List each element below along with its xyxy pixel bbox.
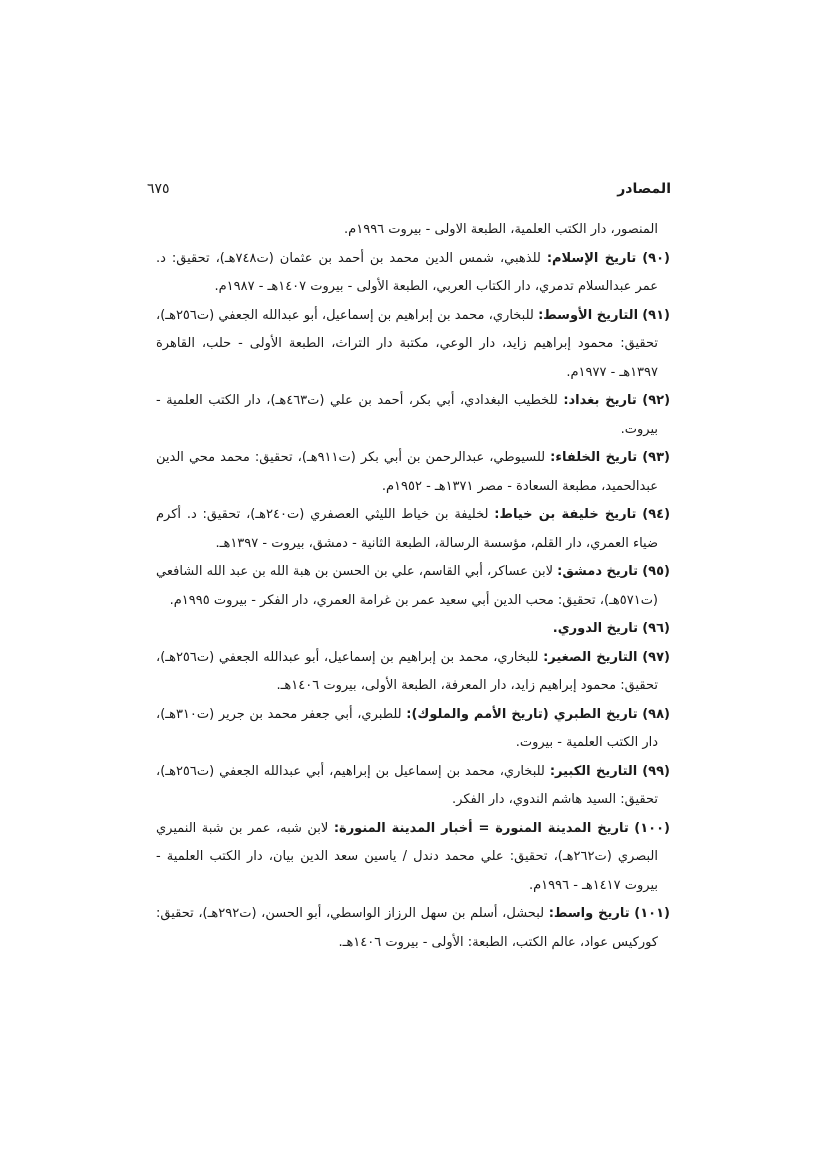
entry-title: تاريخ دمشق: <box>557 564 639 579</box>
entry-text: للبخاري، محمد بن إبراهيم بن إسماعيل، أبو عبدالله الجعفي (ت٢٥٦هـ)، تحقيق: محمود إبراهيم زايد، دار المعرفة، الطبعة الأولى، بيروت ١٤٠٦هـ. <box>156 649 658 693</box>
entry-text: للبخاري، محمد بن إبراهيم بن إسماعيل، أبو عبدالله الجعفي (ت٢٥٦هـ)، تحقيق: محمود إبراهيم زايد، دار الوعي، مكتبة دار التراث، الطبعة الأولى - حلب، القاهرة ١٣٩٧هـ - ١٩٧٧م. <box>156 307 658 380</box>
bibliography-entry <box>156 302 670 388</box>
bibliography-entry <box>156 558 670 615</box>
entry-number: (٩٦) <box>642 621 670 636</box>
entry-text: للذهبي، شمس الدين محمد بن أحمد بن عثمان (ت٧٤٨هـ)، تحقيق: د. عمر عبدالسلام تدمري، دار الكتاب العربي، الطبعة الأولى - بيروت ١٤٠٧هـ - ١٩٨٧م. <box>156 250 658 294</box>
bibliography-entry <box>156 245 670 302</box>
entry-title: التاريخ الأوسط: <box>538 307 639 323</box>
page-number: ٦٧٥ <box>147 181 170 197</box>
entry-number: (٩٣) <box>642 450 670 465</box>
entry-text: للبخاري، محمد بن إسماعيل بن إبراهيم، أبي عبدالله الجعفي (ت٢٥٦هـ)، تحقيق: السيد هاشم الندوي، دار الفكر. <box>156 763 658 807</box>
entry-title: تاريخ الإسلام: <box>546 250 637 266</box>
entry-text: لخليفة بن خياط الليثي العصفري (ت٢٤٠هـ)، تحقيق: د. أكرم ضياء العمري، دار القلم، مؤسسة الرسالة، الطبعة الثانية - دمشق، بيروت - ١٣٩٧هـ. <box>156 507 658 551</box>
entry-number: (١٠١) <box>634 906 670 921</box>
bibliography-entry <box>156 387 670 444</box>
bibliography-entry <box>156 900 670 957</box>
entry-text: للخطيب البغدادي، أبي بكر، أحمد بن علي (ت٤٦٣هـ)، دار الكتب العلمية - بيروت. <box>156 393 658 437</box>
entry-title: التاريخ الصغير: <box>543 649 638 665</box>
entry-text: لابن عساكر، أبي القاسم، علي بن الحسن بن هبة الله بن عبد الله الشافعي (ت٥٧١هـ)، تحقيق: محب الدين أبي سعيد عمر بن غرامة العمري، دار الفكر - بيروت ١٩٩٥م. <box>156 564 658 608</box>
entry-text: للسيوطي، عبدالرحمن بن أبي بكر (ت٩١١هـ)، تحقيق: محمد محي الدين عبدالحميد، مطبعة السعادة - مصر ١٣٧١هـ - ١٩٥٢م. <box>156 450 658 494</box>
entry-number: (٩٩) <box>642 763 670 779</box>
bibliography-entry <box>156 615 670 644</box>
bibliography-entry <box>156 644 670 701</box>
entry-text: لابن شبه، عمر بن شبة النميري البصري (ت٢٦٢هـ)، تحقيق: علي محمد دندل / ياسين سعد الدين بيان، دار الكتب العلمية - بيروت ١٤١٧هـ - ١٩٩٦م. <box>156 820 659 893</box>
entry-title: تاريخ الخلفاء: <box>550 450 638 465</box>
continuation-text: المنصور، دار الكتب العلمية، الطبعة الاولى - بيروت ١٩٩٦م. <box>344 222 658 237</box>
bibliography-entry <box>156 758 670 815</box>
bibliography-list <box>156 216 670 957</box>
entry-number: (٩٢) <box>642 393 671 408</box>
entry-title: تاريخ واسط: <box>548 906 630 921</box>
entry-number: (٩٥) <box>642 564 670 579</box>
entry-number: (٩٨) <box>642 706 670 722</box>
bibliography-entry <box>156 815 670 901</box>
entry-number: (٩٠) <box>642 250 670 266</box>
running-title: المصادر <box>617 181 671 197</box>
entry-title: تاريخ الطبري (تاريخ الأمم والملوك): <box>406 706 638 722</box>
entry-number: (٩١) <box>642 307 670 323</box>
entry-title: تاريخ الدوري. <box>552 621 639 636</box>
continuation-line <box>156 216 670 245</box>
page-header <box>147 181 671 205</box>
entry-number: (٩٧) <box>642 649 670 665</box>
entry-title: تاريخ بغداد: <box>563 393 637 408</box>
entry-text: للطبري، أبي جعفر محمد بن جرير (ت٣١٠هـ)، دار الكتب العلمية - بيروت. <box>156 706 658 750</box>
bibliography-entry <box>156 701 670 758</box>
entry-number: (١٠٠) <box>634 820 670 836</box>
entry-number: (٩٤) <box>642 507 671 522</box>
entry-title: تاريخ المدينة المنورة = أخبار المدينة المنورة: <box>333 820 629 836</box>
entry-title: التاريخ الكبير: <box>549 763 638 779</box>
bibliography-entry <box>156 501 670 558</box>
entry-text: لبحشل، أسلم بن سهل الرزاز الواسطي، أبو الحسن، (ت٢٩٢هـ)، تحقيق: كوركيس عواد، عالم الكتب، الطبعة: الأولى - بيروت ١٤٠٦هـ. <box>156 906 658 950</box>
bibliography-entry <box>156 444 670 501</box>
entry-title: تاريخ خليفة بن خياط: <box>494 507 637 522</box>
